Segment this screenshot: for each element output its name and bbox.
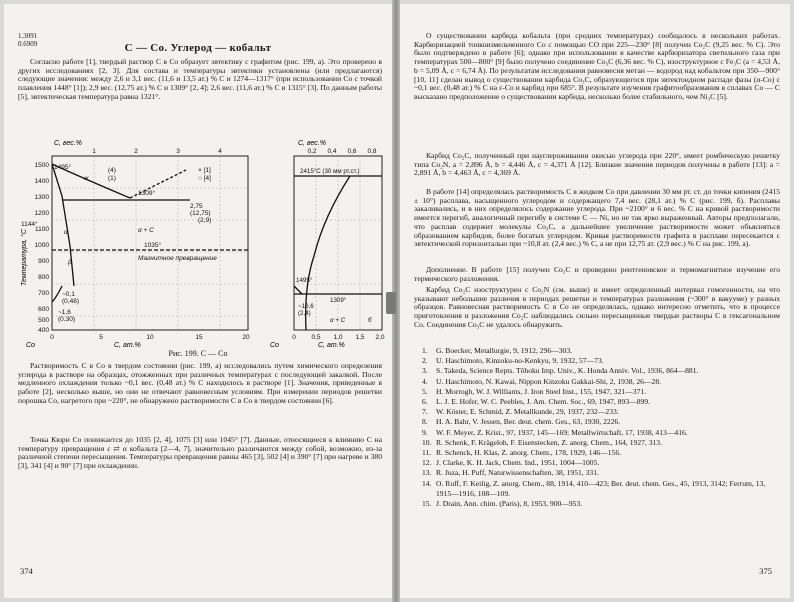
intro-paragraph: Согласно работе [1], твердый раствор С в Со образует эвтектику с графитом (рис. 199, а). Это проверено в других исследованиях [2, 3]. Для состава и температуры эвтектики установлены (или предлагаются) следующие значения: между 2,6 и 3,1 вес. (11,6 и 13,5 ат.) % С и 1274—1317° (при использовании Со с точкой плавления 1448° [1]); 2,9 вес. (12,75 ат.) % С и 1309° [2, 4]; 2,6 вес. (11,6 ат.) % С и 1315° [3]. По данным работы [5], эвтектическая температура равна 1321°. <box>18 57 382 101</box>
reference-item: 13. R. Juza, H. Puff, Naturwissenschaften, 38, 1951, 331. <box>422 468 599 478</box>
panel-b-top-axis-label: С, вес.% <box>298 140 326 147</box>
annotation: α <box>64 229 68 236</box>
tick-label: 900 <box>38 258 49 265</box>
tick-label: 800 <box>38 274 49 281</box>
tick-label: 0,4 <box>327 148 337 155</box>
annotation: × [1] <box>198 167 211 174</box>
annotation: ж <box>84 175 89 182</box>
reference-item: 4. U. Haschimoto, N. Kawai, Nippon Kinzoku Gakkai-Shi, 2, 1938, 26—28. <box>422 376 662 386</box>
tick-label: 1,0 <box>333 334 343 341</box>
reference-item: 15. J. Drain, Ann. chim. (Paris), 8, 1953, 900—953. <box>422 499 583 509</box>
reference-item: 6. L. J. E. Hofer, W. C. Peebles, J. Am. Chem. Soc., 69, 1947, 893—899. <box>422 397 650 407</box>
tick-label: 20 <box>242 334 250 341</box>
annotation: 1495° <box>296 277 313 284</box>
curie-paragraph: Точка Кюри Со понижается до 1035 [2, 4], 1075 [3] или 1045° [7]. Данные, относящиеся к влиянию С на температуру превращения ε ⇄ α кобальта [2—4, 7], значительно различаются между собой, возможно, из-за различной степени пересыщения. Температуры превращения равны 465 [3], 502 [4] и 390° [7] при нагреве и 380 [3], 341 [4] и 90° [7] при охлаждении. <box>18 435 382 471</box>
tick-label: 5 <box>99 334 103 341</box>
tick-label: 700 <box>38 290 49 297</box>
tick-label: 1200 <box>34 210 49 217</box>
tick-label: 4 <box>218 148 222 155</box>
right-page <box>400 4 790 598</box>
reference-item: 1. G. Boecker, Metallurgie, 9, 1912, 296—303. <box>422 346 573 355</box>
annotation: (2,4) <box>298 310 311 317</box>
annotation: (4) <box>108 167 116 174</box>
annotation: ~1,6 <box>58 309 71 316</box>
annotation: 1309° <box>330 297 347 304</box>
spine-mark <box>386 292 396 314</box>
annotation: 2415°С (30 мм рт.ст.) <box>300 168 360 175</box>
tick-label: 0,8 <box>367 148 377 155</box>
reference-item: 3. S. Takeda, Science Repts. Tôhoku Imp. Univ., K. Honda Anniv. Vol., 1936, 864—881. <box>422 366 699 376</box>
tick-label: 0,5 <box>311 334 321 341</box>
carbide-paragraph: О существовании карбида кобальта (при средних температурах) сообщалось в нескольких работах. Карбюризацией тонкоизмельченного Со с помощью СО при 225—230° [8] получен Co₂C (9,25 вес. % С). Это было подтверждено в работе [6]; однако при использовании в качестве карбюризатора светильного газа при температурах 500—800° [9] было получено соединение Co₃C (6,36 вес. % С), изоструктурное с Fe₃C (a = 4,53 Å, b = 5,09 Å, c = 6,74 Å). По результатам исследования равновесия метан — водород над кобальтом при 350—900° [10, 11] сделан вывод о существовании карбида Co₃C, образующегося при эвтектоидном распаде фазы (α-Со) с ~0,1 вес. (0,48 ат.) % С на ε-Со и карбид при 685°. В результате изучения графитообразования в сплавах Со — С высказано предположение о существовании карбида, несколько более стабильного, чем Ni₃C [5]. <box>414 31 780 101</box>
tick-label: 2 <box>134 148 138 155</box>
corner-code-line: 1.3091 <box>18 32 38 40</box>
annotation: 1309° <box>138 190 156 197</box>
tick-label: 1400 <box>34 178 49 185</box>
panel-a-annotations <box>21 163 217 323</box>
y-axis-label: Температура, °С <box>21 229 28 286</box>
reference-item: 14. O. Ruff, F. Keilig, Z. anorg. Chem., 88, 1914, 410—423; Ber. deut. chem. Ges., 45, 1913, 3142; Ferrum, 13, 1915—1916, 108—109. <box>422 478 766 498</box>
panel-b-bottom-axis-label: С, ат.% <box>318 342 345 348</box>
annotation: 2,75 <box>190 203 203 210</box>
reference-item: 5. H. Morrogh, W. J. Williams, J. Iron Steel Inst., 155, 1947, 321—371. <box>422 386 647 396</box>
addendum-paragraph: Дополнение. В работе [15] получен Co₂C и проведено рентгеновское и термомагнитное изучение его термического разложения. <box>414 265 780 283</box>
reference-item: 8. H. A. Bahr, V. Jessen, Ber. deut. chem. Ges., 63, 1930, 2226. <box>422 417 621 427</box>
annotation: ~10,6 <box>298 303 314 310</box>
tick-label: 2,0 <box>375 334 385 341</box>
tick-label: 500 <box>38 317 49 324</box>
annotation: (0,30) <box>58 316 75 323</box>
epsilon-alpha-curve <box>52 286 62 302</box>
solubility-paragraph: Растворимость С в Со в твердом состоянии (рис. 199, а) исследовались путем химического определения углерода в растворе на образцах, отожженных при различных температурах с последующей закалкой. После медленного охлаждения только ~0,1 вес. (0,48 ат.) % С находилось в растворе [1]. Значения, приведенные в работе [2], несколько выше, но они не отвечают равновесным условиям. При измерении периодов решетки порошка Со, нагретого при ~220°, не обнаружено растворимости С в Со в твердом состоянии [6]. <box>18 361 382 405</box>
lattice-paragraph: Карбид Co₂C, полученный при науглероживании окисью углерода при 220°, имеет ромбическую решетку типа Co₂N, a = 2,896 Å, b = 4,446 Å, c = 4,371 Å [12]. Близкие значения периодов получены в работе [13]: a = 2,891 Å, b = 4,463 Å, c = 4,369 Å. <box>414 151 780 178</box>
solidus-curve <box>52 164 74 286</box>
tick-label: 3 <box>176 148 180 155</box>
annotation: α + C <box>330 317 346 324</box>
annotation: 1035° <box>144 242 162 249</box>
tick-label: 10 <box>146 334 154 341</box>
tick-label: 1500 <box>34 162 49 169</box>
annotation: ○ [4] <box>198 175 211 182</box>
page-number: 374 <box>20 566 33 576</box>
tick-label: 1100 <box>35 226 49 233</box>
page-number: 375 <box>759 566 772 576</box>
reference-item: 12. J. Clarke, K. H. Jack, Chem. Ind., 1951, 1004—1005. <box>422 458 600 468</box>
figure-caption: Рис. 199. С — Со <box>168 349 228 358</box>
tick-label: 1,5 <box>355 334 365 341</box>
corner-code-line: 0.6909 <box>18 40 38 48</box>
element-label: Со <box>26 342 35 348</box>
reference-item: 9. W. F. Meyer, Z. Krist., 97, 1937, 145—169; Metallwirtschaft, 17, 1938, 413—416. <box>422 427 688 437</box>
reference-item: 7. W. Köster, E. Schmid, Z. Metallkunde, 29, 1937, 232—233. <box>422 407 619 417</box>
tick-label: 400 <box>38 327 49 334</box>
tick-label: 600 <box>38 306 49 313</box>
reference-item: 11. R. Schenck, H. Klas, Z. anorg. Chem., 178, 1929, 146—156. <box>422 448 622 458</box>
annotation: (0,48) <box>62 298 79 305</box>
top-axis-label: С, вес.% <box>54 140 82 147</box>
tick-label: 1300 <box>34 194 49 201</box>
reference-item: 10. R. Schenk, F. Krägeloh, F. Eisenstecken, Z. anorg. Chem., 164, 1927, 313. <box>422 437 663 447</box>
reference-item: 2. U. Haschimoto, Kinzoku-no-Kenkyu, 9, 1932, 57—73. <box>422 356 604 366</box>
annotation: 1495° <box>54 164 72 171</box>
panel-b-element-label: Со <box>270 342 279 348</box>
annotation: α + C <box>138 227 154 234</box>
annotation: Магнитное превращение <box>138 255 217 262</box>
tick-label: 1000 <box>34 242 49 249</box>
annotation: б <box>368 317 372 324</box>
annotation: (12,75) <box>190 210 211 217</box>
annotation: β <box>68 259 72 266</box>
tick-label: 0,2 <box>307 148 317 155</box>
homogeneity-paragraph: Карбид Co₂C изоструктурен с Co₂N (см. выше) и имеет определенный интервал гомогенности, на что указывают небольшие различия в периодах решетки и температурах разложения (~300° в вакууме) у разных образцов. Равновесная растворимость С в Со не определялась, однако интересно отметить, что в процессе приготовления и разложения Co₂C наблюдались сильно пересыщенные твердые растворы С в гексагональном Со. Соединения Co₃C не удалось обнаружить. <box>414 285 780 329</box>
annotation: (2,9) <box>198 217 212 224</box>
annotation: (1) <box>108 175 116 182</box>
section-title: С — Со. Углерод — кобальт <box>124 42 272 54</box>
tick-label: 15 <box>195 334 203 341</box>
tick-label: 0,6 <box>347 148 357 155</box>
solidus-b <box>294 286 302 294</box>
tick-label: 0 <box>292 334 296 341</box>
panel-b-annotations <box>296 168 372 324</box>
tick-label: 1 <box>92 148 96 155</box>
phase-diagram-figure <box>18 136 386 348</box>
liquid-solubility-paragraph: В работе [14] определялась растворимость С в жидком Со при давлении 30 мм рт. ст. до точки кипения (2415 ± 10°) расплава, насыщенного углеродом и содержащего 7,4 вес. (28,1 ат.) % С (рис. 199, б). Расплавы закаливались, и в них определялось содержание углерода. При ~2100° и 6 вес. % С на кривой растворимости имеется перегиб, аналогичный перегибу в системе С — Ni, но не так ярко выраженный. Авторы предполагали, что расплав содержит молекулы Co₃C, а дальнейшее увеличение растворимости может объясняться образованием карбидов, более богатых углеродом. Кривая растворимости графита в расплаве пересекается с эвтектической горизонталью при ~10,8 ат. (2,4 вес.) % С, а не при 12,75 ат. (2,9 вес.) % С на рис. 199, а). <box>414 187 780 249</box>
annotation: 1144° <box>21 221 38 228</box>
reference-list <box>422 346 774 509</box>
phase-diagram-svg <box>18 136 386 348</box>
tick-label: 0 <box>50 334 54 341</box>
bottom-axis-label: С, ат.% <box>114 342 141 348</box>
left-page <box>4 4 392 598</box>
annotation: ~0,1 <box>62 291 75 298</box>
